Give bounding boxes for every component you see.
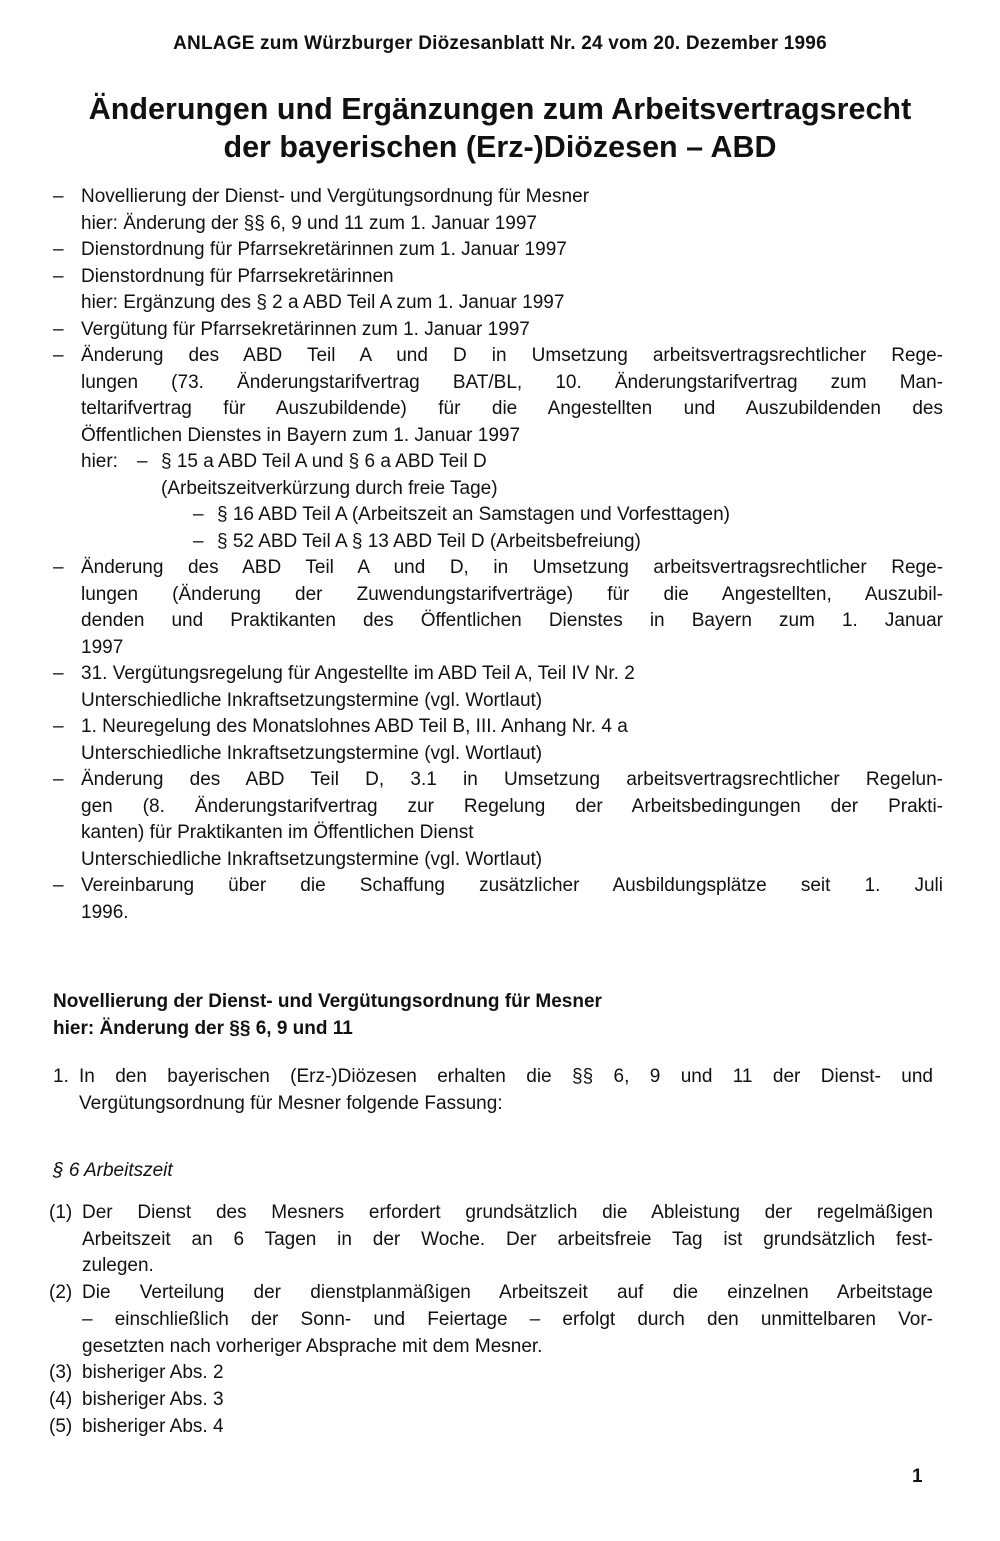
toc-item-continuation: Unterschiedliche Inkraftsetzungstermine (vgl. Wortlaut) [81,689,543,711]
paragraph-number: (4) [49,1388,73,1410]
toc-subitem: hier: – § 15 a ABD Teil A und § 6 a ABD Teil D [81,451,487,472]
toc-item-continuation: Unterschiedliche Inkraftsetzungstermine (vgl. Wortlaut) [81,848,543,870]
toc-item-continuation: gen (8. Änderungstarifvertrag zur Regelung der Arbeitsbedingungen der Prakti- [81,795,943,817]
paragraph-number: (5) [49,1415,73,1437]
toc-item-continuation: hier: Ergänzung des § 2 a ABD Teil A zum 1. Januar 1997 [81,292,565,313]
toc-item: – Änderung des ABD Teil A und D, in Umsetzung arbeitsvertragsrechtlicher Rege- [53,557,943,578]
toc-item-continuation: Öffentlichen Dienstes in Bayern zum 1. Januar 1997 [81,424,521,446]
toc-item: – 31. Vergütungsregelung für Angestellte im ABD Teil A, Teil IV Nr. 2 [53,663,635,684]
toc-item-continuation: lungen (73. Änderungstarifvertrag BAT/BL, 10. Änderungstarifvertrag zum Man- [81,371,943,393]
paragraph-number: (2) [49,1282,73,1304]
paragraph: (5) bisheriger Abs. 4 [49,1414,933,1441]
toc-item: – Vergütung für Pfarrsekretärinnen zum 1. Januar 1997 [53,318,530,340]
section-heading-line-2: hier: Änderung der §§ 6, 9 und 11 [53,1018,353,1039]
paragraph-number: (1) [49,1202,73,1223]
toc-item-continuation: denden und Praktikanten des Öffentlichen Dienstes in Bayern zum 1. Januar [81,610,943,631]
toc-item-continuation: lungen (Änderung der Zuwendungstarifverträge) für die Angestellten, Auszubil- [81,583,943,605]
toc-item-continuation: teltarifvertrag für Auszubildende) für die Angestellten und Auszubildenden des [81,398,943,419]
title-line-2: der bayerischen (Erz-)Diözesen – ABD [223,130,777,164]
table-of-contents [53,184,943,926]
toc-item: – Dienstordnung für Pfarrsekretärinnen zum 1. Januar 1997 [53,239,567,260]
toc-item-continuation: Unterschiedliche Inkraftsetzungstermine (vgl. Wortlaut) [81,742,543,764]
toc-item: – 1. Neuregelung des Monatslohnes ABD Teil B, III. Anhang Nr. 4 a [53,716,628,737]
section-heading-line-1: Novellierung der Dienst- und Vergütungsordnung für Mesner [53,991,602,1012]
page-header: ANLAGE zum Würzburger Diözesanblatt Nr. 24 vom 20. Dezember 1996 [173,33,827,54]
list-dash: – [53,186,64,207]
toc-subitem-continuation: (Arbeitszeitverkürzung durch freie Tage) [161,477,498,499]
toc-item-continuation: hier: Änderung der §§ 6, 9 und 11 zum 1. Januar 1997 [81,212,537,234]
numbered-item [53,1063,933,1117]
title-line-1: Änderungen und Ergänzungen zum Arbeitsvertragsrecht [88,92,912,126]
page-number: 1 [912,1466,923,1487]
toc-subitem: – § 52 ABD Teil A § 13 ABD Teil D (Arbeitsbefreiung) [193,530,641,552]
item-number: 1. [53,1066,69,1087]
toc-item-continuation: 1997 [81,636,124,658]
paragraph: (4) bisheriger Abs. 3 [49,1387,933,1414]
document-title [0,90,1000,166]
paragraph-number: (3) [49,1362,73,1384]
toc-subitem: – § 16 ABD Teil A (Arbeitszeit an Samstagen und Vorfesttagen) [193,504,730,525]
toc-item: – Vereinbarung über die Schaffung zusätzlicher Ausbildungsplätze seit 1. Juli [53,875,943,896]
paragraph: (2) Die Verteilung der dienstplanmäßigen Arbeitszeit auf die einzelnen Arbeitstage – einschließlich der Sonn- und Feiertage – erfolgt durch den unmittelbaren Vor- gesetzten nach vorheriger Absprache mit dem Mesner. [49,1282,933,1357]
toc-item: – Novellierung der Dienst- und Vergütungsordnung für Mesner [53,184,943,211]
paragraph: (1) Der Dienst des Mesners erfordert grundsätzlich die Ableistung der regelmäßigen Arbeitszeit an 6 Tagen in der Woche. Der arbeitsfreie Tag ist grundsätzlich fest- zulegen. [49,1202,933,1277]
paragraph-heading: § 6 Arbeitszeit [53,1160,173,1181]
toc-item-continuation: 1996. [81,901,129,923]
toc-item: – Änderung des ABD Teil D, 3.1 in Umsetzung arbeitsvertragsrechtlicher Regelun- [53,769,943,790]
section-heading [53,988,943,1042]
toc-item: – Dienstordnung für Pfarrsekretärinnen [53,265,394,287]
item-body: In den bayerischen (Erz-)Diözesen erhalten die §§ 6, 9 und 11 der Dienst- und Vergütungsordnung für Mesner folgende Fassung: [79,1066,933,1114]
paragraph-list [49,1200,933,1440]
paragraph: (3) bisheriger Abs. 2 [49,1360,933,1387]
toc-item-continuation: kanten) für Praktikanten im Öffentlichen Dienst [81,822,474,843]
toc-item: – Änderung des ABD Teil A und D in Umsetzung arbeitsvertragsrechtlicher Rege- [53,345,943,366]
